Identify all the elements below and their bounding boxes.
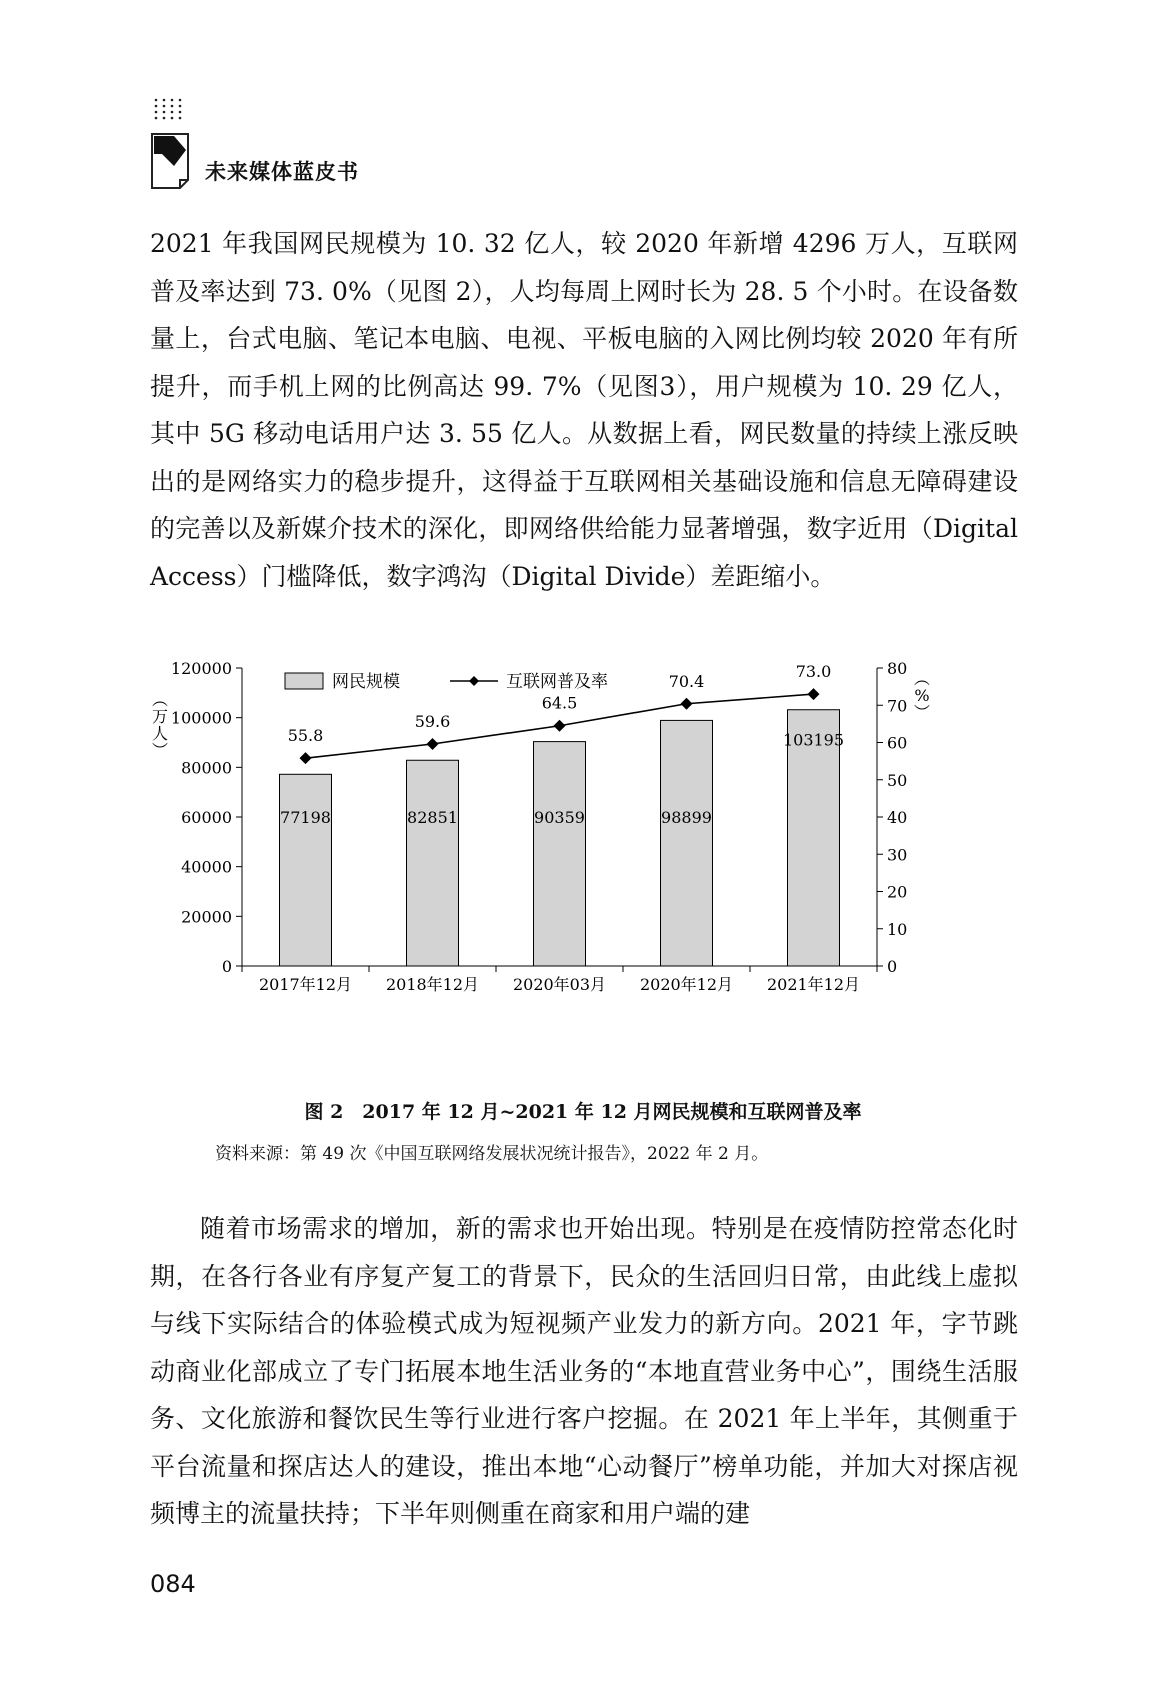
y2-tick-label: 40 [887,808,908,827]
line-point [300,752,312,764]
y2-tick-label: 20 [887,882,908,902]
line-point [554,720,566,732]
bar [280,774,332,966]
bar [661,720,713,966]
y2-tick-label: 60 [887,733,908,753]
y-axis-title: ︵万人︶ [151,690,169,760]
line-point [681,698,693,710]
bar [407,760,459,966]
chart-legend [285,672,608,692]
page-number: 084 [150,1570,196,1598]
x-tick-label: 2018年12月 [385,975,480,994]
bar-value-label: 82851 [407,808,458,827]
y2-tick-label: 50 [887,770,908,790]
legend-bar-label: 网民规模 [332,672,400,692]
legend-marker-icon [469,676,479,686]
figure-source: 资料来源：第 49 次《中国互联网络发展状况统计报告》，2022 年 2 月。 [215,1144,769,1164]
line-value-label: 70.4 [668,671,705,691]
line-value-label: 64.5 [541,693,578,713]
x-tick-label: 2020年12月 [639,975,734,994]
y-tick-label: 40000 [181,857,232,877]
y2-axis-title: ︵ % ︶ [913,669,931,722]
bar [534,742,586,966]
bar-value-label: 103195 [782,730,845,750]
figure-caption: 图 2 2017 年 12 月~2021 年 12 月网民规模和互联网普及率 [304,1101,862,1123]
y2-tick-label: 70 [887,696,908,716]
legend-bar-swatch [285,673,323,689]
bar-value-label: 77198 [280,808,331,827]
body-paragraph-2: 随着市场需求的增加，新的需求也开始出现。特别是在疫情防控常态化时期，在各行各业有序复产复工的背景下，民众的生活回归日常，由此线上虚拟与线下实际结合的体验模式成为短视频产业发力的新方向。2021 年，字节跳动商业化部成立了专门拓展本地生活业务的“本地直营业务中心”，围绕生活服务、文化旅游和餐饮民生等行业进行客户挖掘。在 2021 年上半年，其侧重于平台流量和探店达人的建设，推出本地“心动餐厅”榜单功能，并加大对探店视频博主的流量扶持；下半年则侧重在商家和用户端的建 [150,1214,1018,1528]
bar-value-label: 98899 [661,808,712,827]
series-logo [150,96,198,196]
line-value-label: 55.8 [287,726,324,746]
y2-tick-label: 10 [887,919,908,939]
x-tick-label: 2021年12月 [766,975,861,994]
y2-tick-label: 80 [887,659,908,678]
y2-tick-label: 30 [887,845,908,865]
body-paragraph-1: 2021 年我国网民规模为 10. 32 亿人，较 2020 年新增 4296 万人，互联网普及率达到 73. 0%（见图 2），人均每周上网时长为 28. 5 个小时。在设备数量上，台式电脑、笔记本电脑、电视、平板电脑的入网比例均较 2020 年有所提升，而手机上网的比例高达 99. 7%（见图3），用户规模为 10. 29 亿人，其中 5G 移动电话用户达 3. 55 亿人。从数据上看，网民数量的持续上涨反映出的是网络实力的稳步提升，这得益于互联网相关基础设施和信息无障碍建设的完善以及新媒介技术的深化，即网络供给能力显著增强，数字近用（Digital Access）门槛降低，数字鸿沟（Digital Divide）差距缩小。 [150,229,1018,591]
y-tick-label: 120000 [170,659,232,678]
line-value-label: 59.6 [414,711,451,731]
y-tick-label: 80000 [181,758,232,778]
line-value-label: 73.0 [795,662,832,682]
internet-users-chart [150,659,1050,1080]
line-point [427,738,439,750]
y2-tick-label: 0 [887,957,898,976]
x-tick-label: 2020年03月 [512,975,607,994]
y-tick-label: 0 [221,957,232,976]
x-tick-label: 2017年12月 [258,975,353,994]
legend-line-label: 互联网普及率 [506,672,608,692]
line-point [808,688,820,700]
y-tick-label: 20000 [181,907,232,927]
bar-value-label: 90359 [534,808,585,827]
y-tick-label: 100000 [170,708,232,728]
y-tick-label: 60000 [181,808,232,827]
series-title: 未来媒体蓝皮书 [205,160,359,184]
